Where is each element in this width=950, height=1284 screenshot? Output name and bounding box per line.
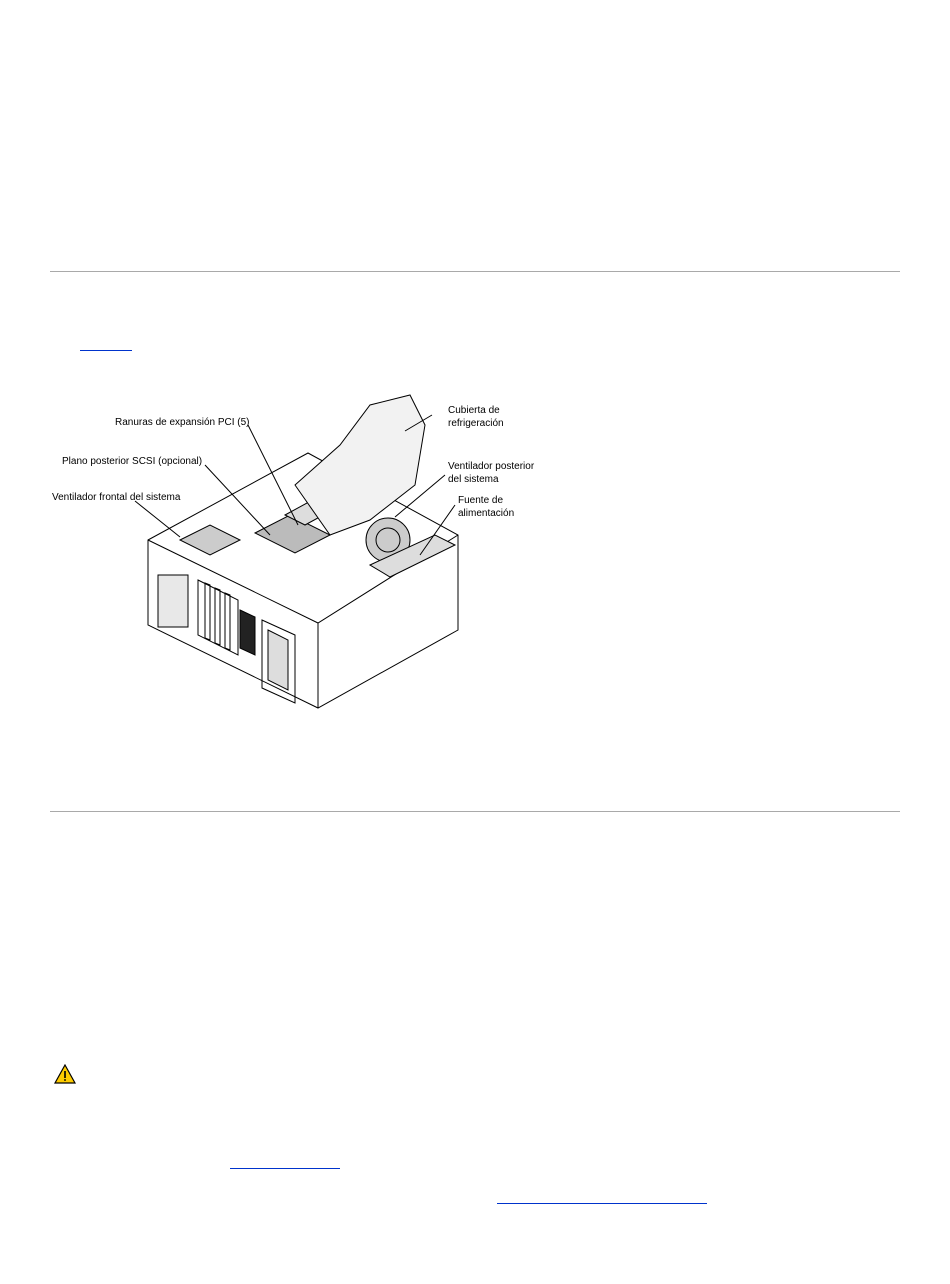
front-grille [158, 575, 188, 627]
label-cooling-shroud-line2: refrigeración [448, 418, 504, 429]
link-stub-2[interactable] [497, 1203, 707, 1204]
label-psu-line2: alimentación [458, 508, 515, 519]
label-psu-line1: Fuente de [458, 495, 504, 506]
leader-front-fan [135, 501, 180, 537]
label-front-fan: Ventilador frontal del sistema [52, 492, 181, 503]
warning-triangle-icon [54, 1064, 76, 1084]
label-pci-slots: Ranuras de expansión PCI (5) [115, 417, 250, 428]
front-fan-shape [180, 525, 240, 555]
section-divider-bottom [50, 811, 900, 812]
top-link[interactable] [80, 350, 132, 351]
link-stub-1[interactable] [230, 1168, 340, 1169]
system-interior-figure [40, 385, 550, 715]
system-components-illustration [40, 385, 550, 715]
scsi-backplane-shape [255, 515, 330, 553]
leader-pci [248, 425, 298, 525]
drive-bay-blanks [205, 583, 230, 650]
leader-scsi [205, 465, 270, 535]
optical-drive-bezel [268, 630, 288, 690]
label-cooling-shroud-line1: Cubierta de [448, 405, 500, 416]
section-divider-top [50, 271, 900, 272]
label-rear-fan-line2: del sistema [448, 474, 499, 485]
floppy-drive [240, 610, 255, 655]
label-scsi-backplane: Plano posterior SCSI (opcional) [62, 456, 203, 467]
label-rear-fan-line1: Ventilador posterior [448, 461, 535, 472]
